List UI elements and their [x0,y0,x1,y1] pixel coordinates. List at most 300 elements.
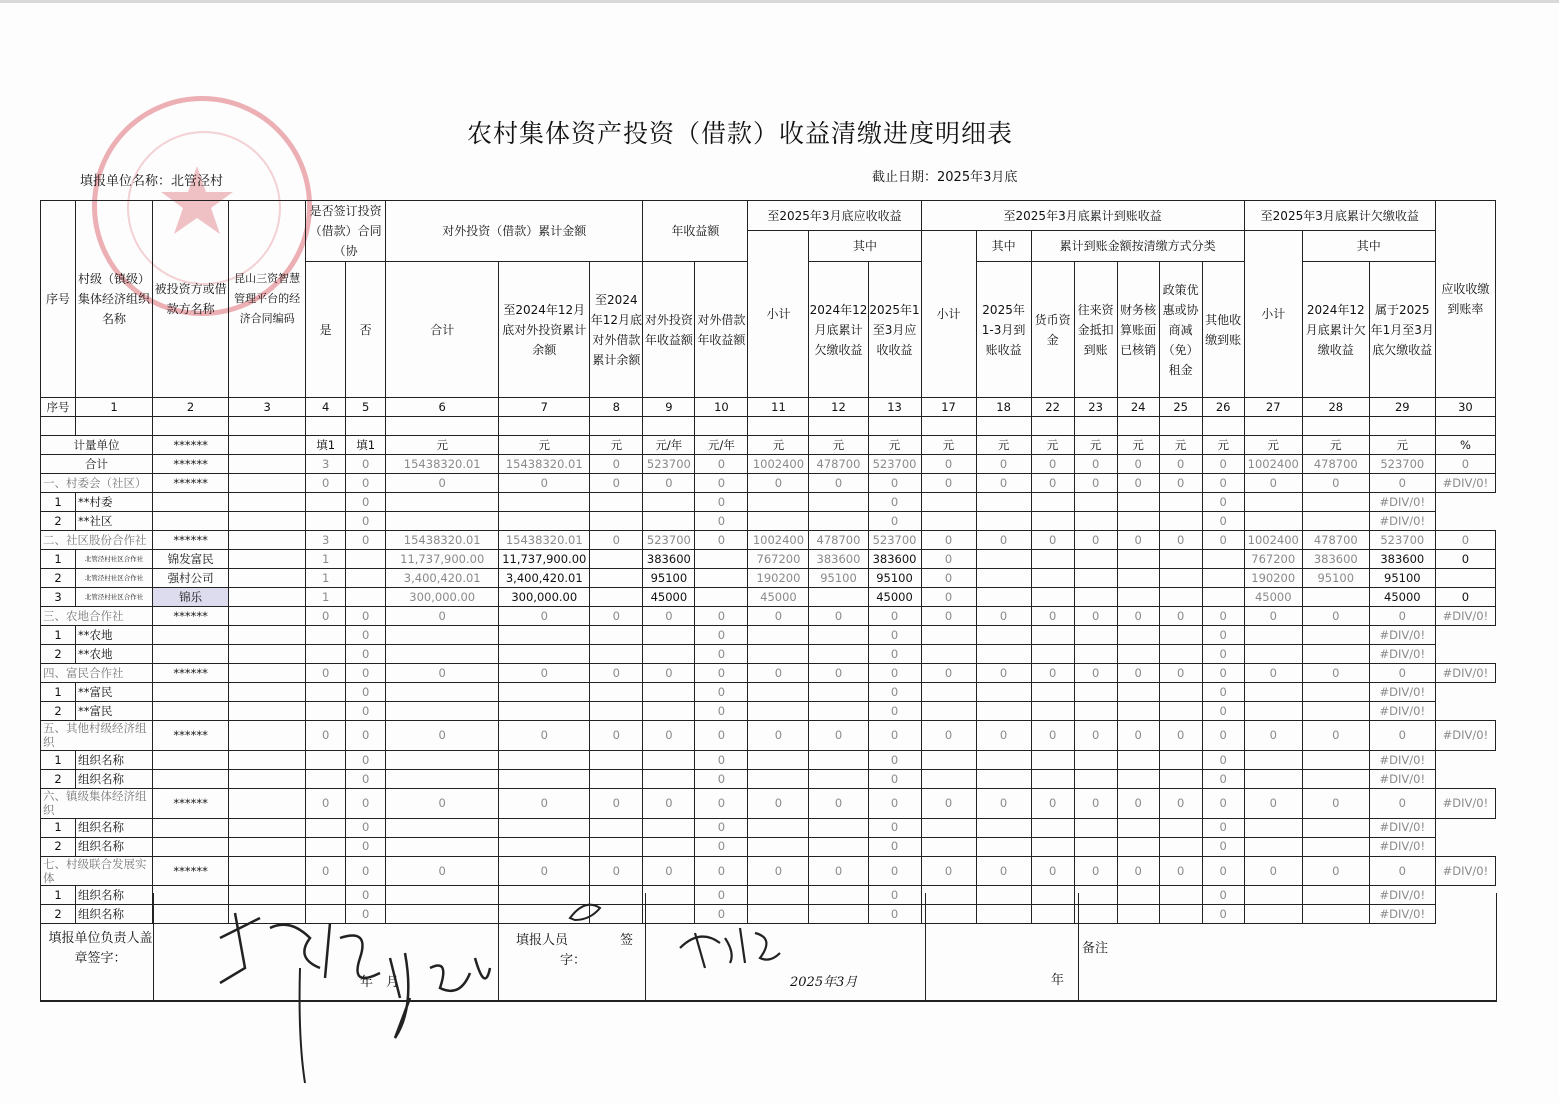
table-cell: 300,000.00 [499,588,590,607]
table-cell [229,607,306,626]
table-cell: 0 [868,721,921,751]
table-cell: 0 [921,550,976,569]
table-cell [1302,837,1369,856]
table-cell [1244,493,1302,512]
column-number-row [41,398,1496,417]
table-cell: 190200 [748,569,809,588]
table-cell [695,588,748,607]
table-cell [386,837,499,856]
table-cell: 1 [41,750,76,769]
column-number-row-cell: 3 [229,398,306,417]
table-cell: 0 [809,721,868,751]
table-cell [809,512,868,531]
table-cell: 0 [868,886,921,905]
table-cell [499,750,590,769]
table-cell: 0 [695,626,748,645]
table-cell [1031,769,1074,788]
hdr-offset: 往来资金抵扣到账 [1074,262,1117,398]
table-cell: 45000 [643,588,695,607]
table-cell: 0 [1369,664,1435,683]
table-cell: 0 [1031,856,1074,886]
table-cell [1074,683,1117,702]
table-cell: 0 [1302,664,1369,683]
table-cell: 0 [1159,788,1202,818]
table-cell: 0 [1074,531,1117,550]
unit-row-cell: % [1435,436,1495,455]
table-cell: 0 [1202,493,1244,512]
table-cell [643,818,695,837]
spacer-row-cell [1031,417,1074,436]
table-cell: 0 [306,664,346,683]
table-row [41,818,1496,837]
table-cell [643,512,695,531]
table-cell: 0 [695,683,748,702]
unit-row-cell: 填1 [306,436,346,455]
column-number-row-cell: 序号 [41,398,76,417]
table-cell: 523700 [643,455,695,474]
table-cell [1244,769,1302,788]
table-cell: 组织名称 [76,750,153,769]
table-cell [590,550,643,569]
table-row [41,493,1496,512]
table-cell: 0 [1159,607,1202,626]
column-number-row-cell: 27 [1244,398,1302,417]
table-cell [590,588,643,607]
table-cell [306,750,346,769]
table-cell [1244,818,1302,837]
table-cell [386,750,499,769]
section-row [41,664,1496,683]
table-cell: 0 [1159,856,1202,886]
table-cell: **农地 [76,626,153,645]
table-row [41,702,1496,721]
unit-row-cell: 元 [868,436,921,455]
table-cell: 0 [346,886,386,905]
unit-row-cell: 元 [1302,436,1369,455]
table-cell [499,702,590,721]
table-cell: 0 [695,702,748,721]
table-cell: 0 [1031,531,1074,550]
table-cell [921,493,976,512]
table-cell [229,474,306,493]
table-cell: 0 [306,607,346,626]
reporting-unit: 填报单位名称：北管泾村 [80,174,224,189]
table-cell: 0 [346,788,386,818]
hdr-cum-amount: 对外投资（借款）累计金额 [386,201,643,262]
table-cell: ****** [153,455,229,474]
table-cell: 0 [976,455,1031,474]
table-cell: 0 [1117,474,1159,493]
table-cell [306,645,346,664]
table-cell [153,750,229,769]
unit-row-cell: 元 [1031,436,1074,455]
table-cell: 0 [695,769,748,788]
table-cell: 0 [1117,721,1159,751]
table-cell [499,645,590,664]
table-cell [590,702,643,721]
table-cell: 0 [1369,721,1435,751]
table-cell: 0 [868,702,921,721]
hdr-other: 其他收缴到账 [1202,262,1244,398]
table-cell: 0 [1202,683,1244,702]
table-cell [1159,818,1202,837]
table-cell [229,493,306,512]
hdr-owe-2024: 2024年12月底累计欠缴收益 [1302,262,1369,398]
spacer-row-cell [1117,417,1159,436]
table-cell [695,569,748,588]
filler-initial-mark [560,898,620,928]
table-cell [1074,702,1117,721]
spacer-row-cell [921,417,976,436]
table-cell [921,626,976,645]
table-cell [976,645,1031,664]
table-cell [1117,512,1159,531]
hdr-signed: 是否签订投资（借款）合同（协 [306,201,386,262]
table-cell: 0 [346,750,386,769]
table-cell [643,769,695,788]
table-cell [643,683,695,702]
table-cell [1302,769,1369,788]
hdr-owed: 至2025年3月底累计欠缴收益 [1244,201,1435,231]
spacer-row-cell [1369,417,1435,436]
table-cell: 523700 [1369,531,1435,550]
table-cell [590,493,643,512]
table-cell [1031,512,1074,531]
hdr-investee: 被投资方或借款方名称 [153,201,229,398]
table-cell: 0 [1202,769,1244,788]
table-cell [346,569,386,588]
spacer-row-cell [748,417,809,436]
table-cell: #DIV/0! [1435,788,1495,818]
table-cell: 0 [643,721,695,751]
table-cell [976,837,1031,856]
table-cell [306,769,346,788]
table-cell: **富民 [76,683,153,702]
unit-row-cell: 元/年 [643,436,695,455]
table-cell: #DIV/0! [1369,750,1435,769]
table-cell: 0 [921,588,976,607]
table-cell: 0 [643,607,695,626]
table-cell: 北管泾村社区合作社 [76,550,153,569]
table-cell [1117,750,1159,769]
table-cell: 0 [976,664,1031,683]
hdr-loan-income: 对外借款年收益额 [695,262,748,398]
table-cell: 3,400,420.01 [386,569,499,588]
spacer-row-cell [1159,417,1202,436]
table-cell: 2 [41,769,76,788]
table-cell: 478700 [809,531,868,550]
table-cell: 0 [1202,886,1244,905]
table-cell: 0 [868,856,921,886]
table-cell [590,750,643,769]
table-cell [229,531,306,550]
spacer-row-cell [976,417,1031,436]
table-cell: 45000 [1369,588,1435,607]
table-cell: 45000 [748,588,809,607]
section-row [41,856,1496,886]
column-number-row-cell: 22 [1031,398,1074,417]
table-cell: 1002400 [748,455,809,474]
table-cell [1302,512,1369,531]
table-cell: 0 [1202,474,1244,493]
table-cell [1074,750,1117,769]
table-cell: ****** [153,531,229,550]
table-row [41,769,1496,788]
table-cell: 0 [643,788,695,818]
table-cell: 0 [499,721,590,751]
table-cell: 3,400,420.01 [499,569,590,588]
table-cell [229,769,306,788]
table-cell: 2 [41,569,76,588]
unit-row-cell: ****** [153,436,229,455]
table-cell: 0 [306,721,346,751]
table-cell: 2 [41,905,76,924]
table-cell: 2 [41,702,76,721]
signature-block [40,893,1496,1001]
column-number-row-cell: 18 [976,398,1031,417]
table-cell [1031,550,1074,569]
table-cell: #DIV/0! [1369,905,1435,924]
table-cell: 0 [748,788,809,818]
table-cell: **农地 [76,645,153,664]
column-number-row-cell: 12 [809,398,868,417]
table-cell: 0 [748,856,809,886]
table-cell: 0 [868,818,921,837]
table-cell [1244,702,1302,721]
table-cell [921,818,976,837]
table-cell [229,837,306,856]
handwritten-date: 2025年3月 [790,975,858,990]
table-cell: 0 [1369,607,1435,626]
column-number-row-cell: 24 [1117,398,1159,417]
hdr-recv-subtotal: 小计 [921,231,976,398]
table-cell [748,645,809,664]
progress-table [40,200,1496,924]
table-cell [1159,750,1202,769]
table-cell: 1002400 [1244,531,1302,550]
table-cell [306,512,346,531]
table-cell: 0 [1244,474,1302,493]
table-cell: 383600 [643,550,695,569]
table-cell: 0 [386,607,499,626]
unit-row-cell: 元/年 [695,436,748,455]
table-cell [976,750,1031,769]
table-cell [976,626,1031,645]
table-cell: 0 [1244,788,1302,818]
table-cell: 1 [41,818,76,837]
table-cell [346,550,386,569]
table-cell [1244,626,1302,645]
table-cell: 0 [1302,788,1369,818]
table-cell [1159,493,1202,512]
spacer-row-cell [41,417,76,436]
table-cell: 0 [868,626,921,645]
table-cell: 1 [41,550,76,569]
table-cell: 0 [921,531,976,550]
column-number-row-cell: 6 [386,398,499,417]
table-cell: **富民 [76,702,153,721]
table-cell [809,683,868,702]
table-cell [809,645,868,664]
table-cell: #DIV/0! [1369,769,1435,788]
table-cell [386,818,499,837]
hdr-inv-balance: 至2024年12月底对外投资累计余额 [499,262,590,398]
table-cell: 0 [695,886,748,905]
hdr-no: 否 [346,262,386,398]
table-cell [1117,837,1159,856]
table-cell [976,569,1031,588]
table-cell: 锦乐 [153,588,229,607]
table-cell: 0 [868,905,921,924]
table-cell: 0 [346,818,386,837]
table-cell: 95100 [1369,569,1435,588]
column-number-row-cell: 11 [748,398,809,417]
row-label: 三、农地合作社 [41,607,153,626]
table-cell [306,702,346,721]
table-cell: 0 [695,750,748,769]
table-cell [1031,569,1074,588]
table-cell: #DIV/0! [1369,645,1435,664]
table-cell: 0 [346,905,386,924]
table-cell: 0 [386,474,499,493]
section-row [41,607,1496,626]
table-cell [306,818,346,837]
table-cell: 0 [1031,474,1074,493]
table-cell [1117,569,1159,588]
table-cell: 0 [386,721,499,751]
table-cell: 0 [1244,607,1302,626]
section-row [41,531,1496,550]
table-cell [1159,588,1202,607]
table-cell: 15438320.01 [499,455,590,474]
table-cell: 0 [1202,788,1244,818]
table-cell: 0 [868,769,921,788]
table-cell: 1 [306,588,346,607]
table-cell [1244,683,1302,702]
spacer-row-cell [306,417,346,436]
table-cell: 0 [1202,531,1244,550]
table-cell: 0 [809,474,868,493]
table-cell [1244,512,1302,531]
row-label: 四、富民合作社 [41,664,153,683]
table-cell: 0 [1159,721,1202,751]
table-cell [643,626,695,645]
table-cell: 0 [499,664,590,683]
table-cell [1244,837,1302,856]
table-cell [1202,569,1244,588]
table-cell [1074,769,1117,788]
table-cell: 0 [590,455,643,474]
table-cell: 0 [1435,550,1495,569]
table-cell [1302,626,1369,645]
table-cell: 3 [41,588,76,607]
row-label: 一、村委会（社区） [41,474,153,493]
table-cell [306,683,346,702]
spacer-row-cell [1202,417,1244,436]
table-cell: 2 [41,512,76,531]
spacer-row-cell [1435,417,1495,436]
table-cell: 组织名称 [76,818,153,837]
table-cell [976,702,1031,721]
table-cell [590,818,643,837]
table-cell: 0 [748,721,809,751]
spacer-row-cell [76,417,153,436]
table-cell [1074,626,1117,645]
table-cell [386,512,499,531]
table-cell: 北管泾村社区合作社 [76,569,153,588]
unit-row-cell: 元 [1369,436,1435,455]
table-cell: 1002400 [748,531,809,550]
table-cell: 组织名称 [76,905,153,924]
table-cell: #DIV/0! [1435,664,1495,683]
table-cell: #DIV/0! [1369,818,1435,837]
table-cell [1074,837,1117,856]
spacer-row-cell [809,417,868,436]
table-cell [229,788,306,818]
column-number-row-cell: 13 [868,398,921,417]
table-cell: 0 [868,645,921,664]
table-cell [1159,683,1202,702]
table-row [41,588,1496,607]
table-row [41,683,1496,702]
table-cell [748,769,809,788]
table-cell [1202,588,1244,607]
table-cell: 0 [976,607,1031,626]
table-cell [643,645,695,664]
table-cell [229,569,306,588]
table-cell [499,626,590,645]
table-cell: 0 [1202,837,1244,856]
table-cell [748,683,809,702]
table-cell: 0 [346,512,386,531]
table-cell [1159,769,1202,788]
top-rule [0,0,1559,3]
table-cell [748,837,809,856]
table-cell: 300,000.00 [386,588,499,607]
remark-label: 备注 [1082,941,1109,956]
table-cell [643,702,695,721]
table-cell: 0 [1159,664,1202,683]
column-number-row-cell: 17 [921,398,976,417]
table-cell: 0 [1369,474,1435,493]
hdr-owe-subtotal: 小计 [1244,231,1302,398]
table-cell: 0 [695,664,748,683]
table-cell [976,550,1031,569]
table-cell: 0 [868,683,921,702]
table-cell: 0 [976,788,1031,818]
table-cell [386,626,499,645]
table-cell [499,837,590,856]
table-row [41,837,1496,856]
sign-label: 签 [620,933,634,948]
table-cell [306,626,346,645]
table-row [41,626,1496,645]
table-cell [809,818,868,837]
hdr-due-q1: 2025年1至3月应收收益 [868,262,921,398]
table-cell [1159,569,1202,588]
hdr-total: 合计 [386,262,499,398]
table-cell: 0 [695,531,748,550]
spacer-row-cell [346,417,386,436]
section-row [41,721,1496,751]
table-cell [695,550,748,569]
table-cell: 0 [695,721,748,751]
table-cell [1302,818,1369,837]
unit-row-cell: 元 [1202,436,1244,455]
table-cell [643,837,695,856]
table-cell: 0 [590,474,643,493]
table-cell: 0 [921,474,976,493]
